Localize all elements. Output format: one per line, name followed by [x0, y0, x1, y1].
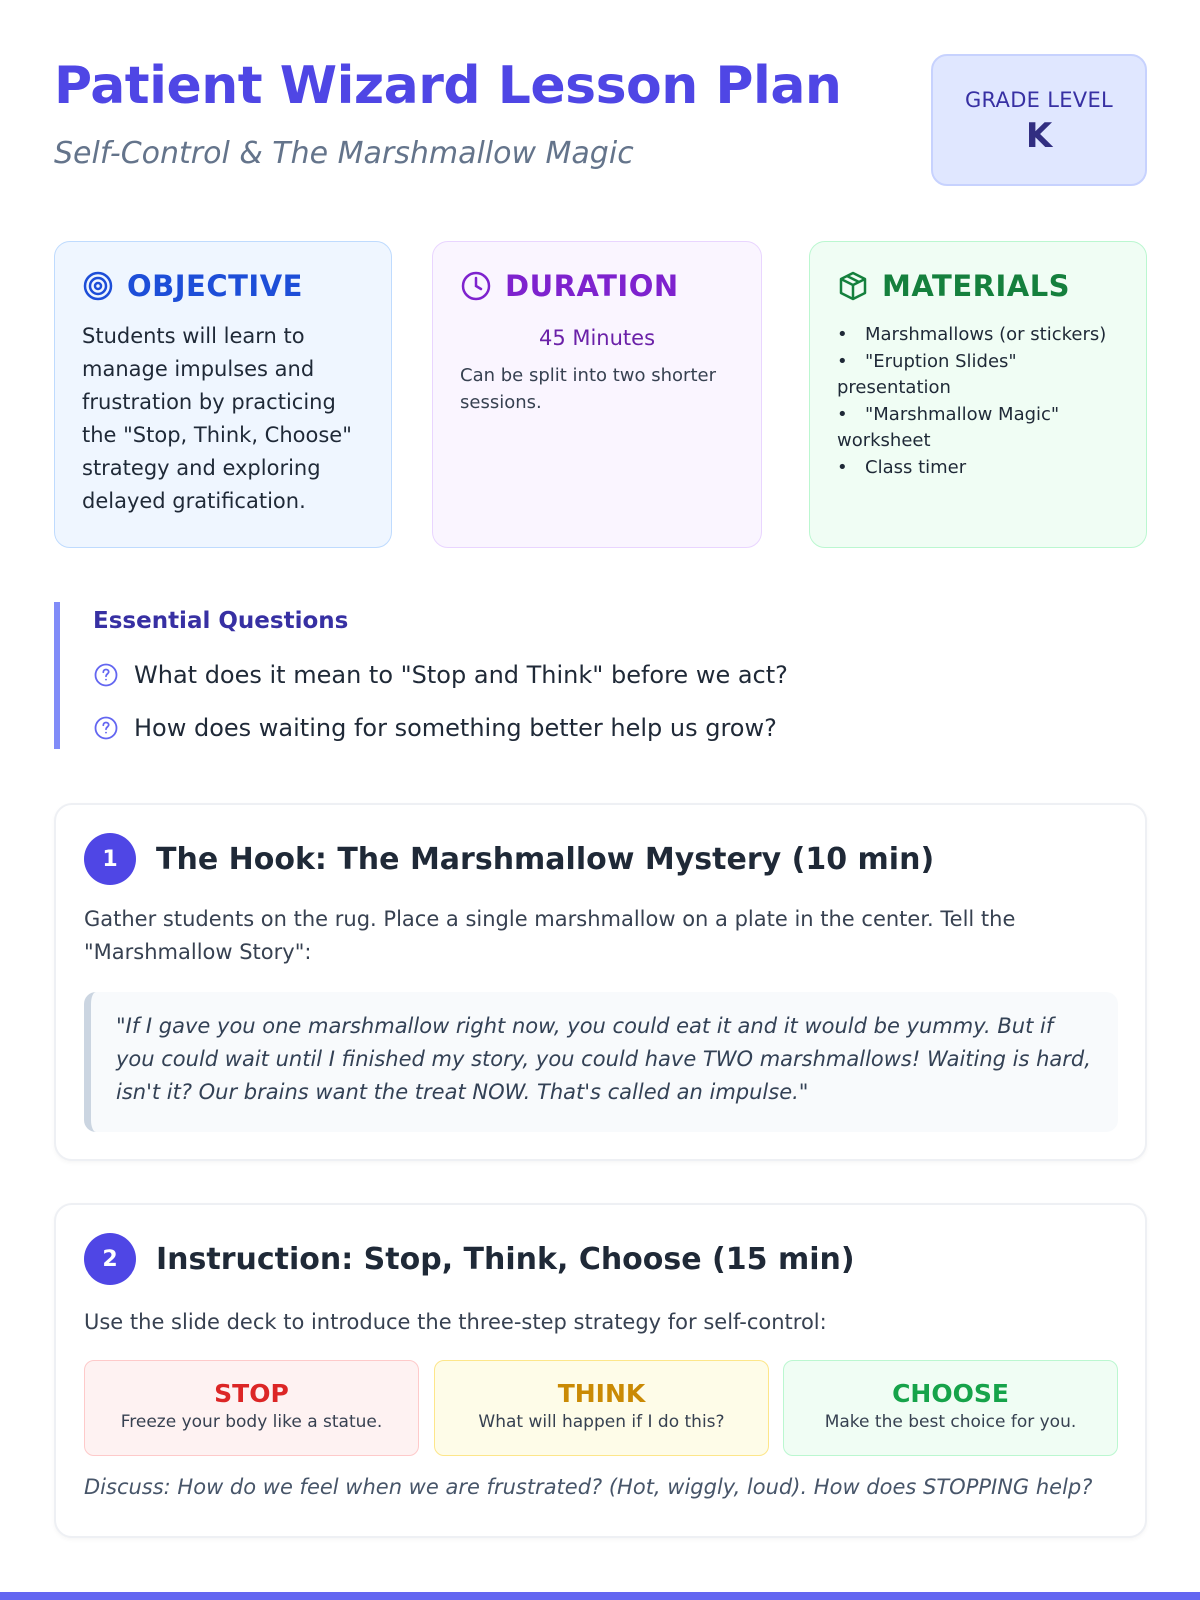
- question-item: [93, 661, 788, 689]
- page-header: [54, 50, 1147, 190]
- target-icon: [82, 270, 114, 302]
- duration-card: [432, 241, 762, 548]
- step-name: STOP: [214, 1379, 289, 1408]
- step-description: What will happen if I do this?: [478, 1412, 725, 1432]
- clock-icon: [460, 270, 492, 302]
- step-number-badge: 1: [84, 833, 136, 885]
- essential-questions: [54, 602, 1147, 749]
- step-description: Make the best choice for you.: [824, 1412, 1077, 1432]
- objective-text: Students will learn to manage impulses and frustration by practicing the "Stop, Think, Choose" strategy and exploring delayed gratification.: [82, 324, 352, 513]
- step-description: Freeze your body like a statue.: [120, 1412, 383, 1432]
- duration-title: DURATION: [505, 269, 679, 303]
- story-quote: "If I gave you one marshmallow right now, you could eat it and it would be yummy. But if you could wait until I finished my story, you could have TWO marshmallows! Waiting is hard, isn't it? Our brains want the treat NOW. That's called an impulse.": [84, 992, 1118, 1132]
- strategy-steps: [84, 1360, 1118, 1456]
- page-subtitle: Self-Control & The Marshmallow Magic: [54, 136, 634, 171]
- section-hook: [54, 803, 1147, 1161]
- section-title: The Hook: The Marshmallow Mystery (10 min): [156, 841, 935, 877]
- list-item: • "Eruption Slides" presentation: [837, 349, 1119, 402]
- materials-list: [837, 322, 1119, 481]
- step-name: CHOOSE: [892, 1379, 1009, 1408]
- grade-level-label: GRADE LEVEL: [964, 88, 1114, 112]
- objective-title: OBJECTIVE: [127, 269, 303, 303]
- step-name: THINK: [557, 1379, 646, 1408]
- materials-card: [809, 241, 1147, 548]
- choose-step-card: [783, 1360, 1118, 1456]
- section-instruction: [54, 1203, 1147, 1538]
- question-circle-icon: [93, 662, 119, 688]
- question-text: How does waiting for something better help us grow?: [134, 714, 777, 742]
- section-title: Instruction: Stop, Think, Choose (15 min): [156, 1241, 855, 1277]
- grade-level-badge: [931, 54, 1147, 186]
- materials-title: MATERIALS: [882, 269, 1071, 303]
- essential-questions-title: Essential Questions: [93, 608, 349, 634]
- objective-card: [54, 241, 392, 548]
- section-text: Use the slide deck to introduce the three-step strategy for self-control:: [84, 1310, 827, 1334]
- list-item: • Marshmallows (or stickers): [837, 322, 1119, 349]
- stop-step-card: [84, 1360, 419, 1456]
- question-circle-icon: [93, 715, 119, 741]
- duration-note: Can be split into two shorter sessions.: [460, 365, 716, 413]
- question-item: [93, 714, 777, 742]
- question-text: What does it mean to "Stop and Think" before we act?: [134, 661, 788, 689]
- step-number-badge: 2: [84, 1233, 136, 1285]
- section-text: Gather students on the rug. Place a single marshmallow on a plate in the center. Tell the "Marshmallow Story":: [84, 907, 1016, 964]
- think-step-card: [434, 1360, 769, 1456]
- bottom-accent-bar: [0, 1592, 1200, 1600]
- list-item: • Class timer: [837, 455, 1119, 482]
- grade-level-value: K: [1025, 116, 1053, 156]
- page-title: Patient Wizard Lesson Plan: [54, 56, 842, 116]
- box-icon: [837, 270, 869, 302]
- discussion-prompt: Discuss: How do we feel when we are frustrated? (Hot, wiggly, loud). How does STOPPING help?: [84, 1475, 1093, 1499]
- duration-value: 45 Minutes: [538, 326, 656, 350]
- list-item: • "Marshmallow Magic" worksheet: [837, 402, 1119, 455]
